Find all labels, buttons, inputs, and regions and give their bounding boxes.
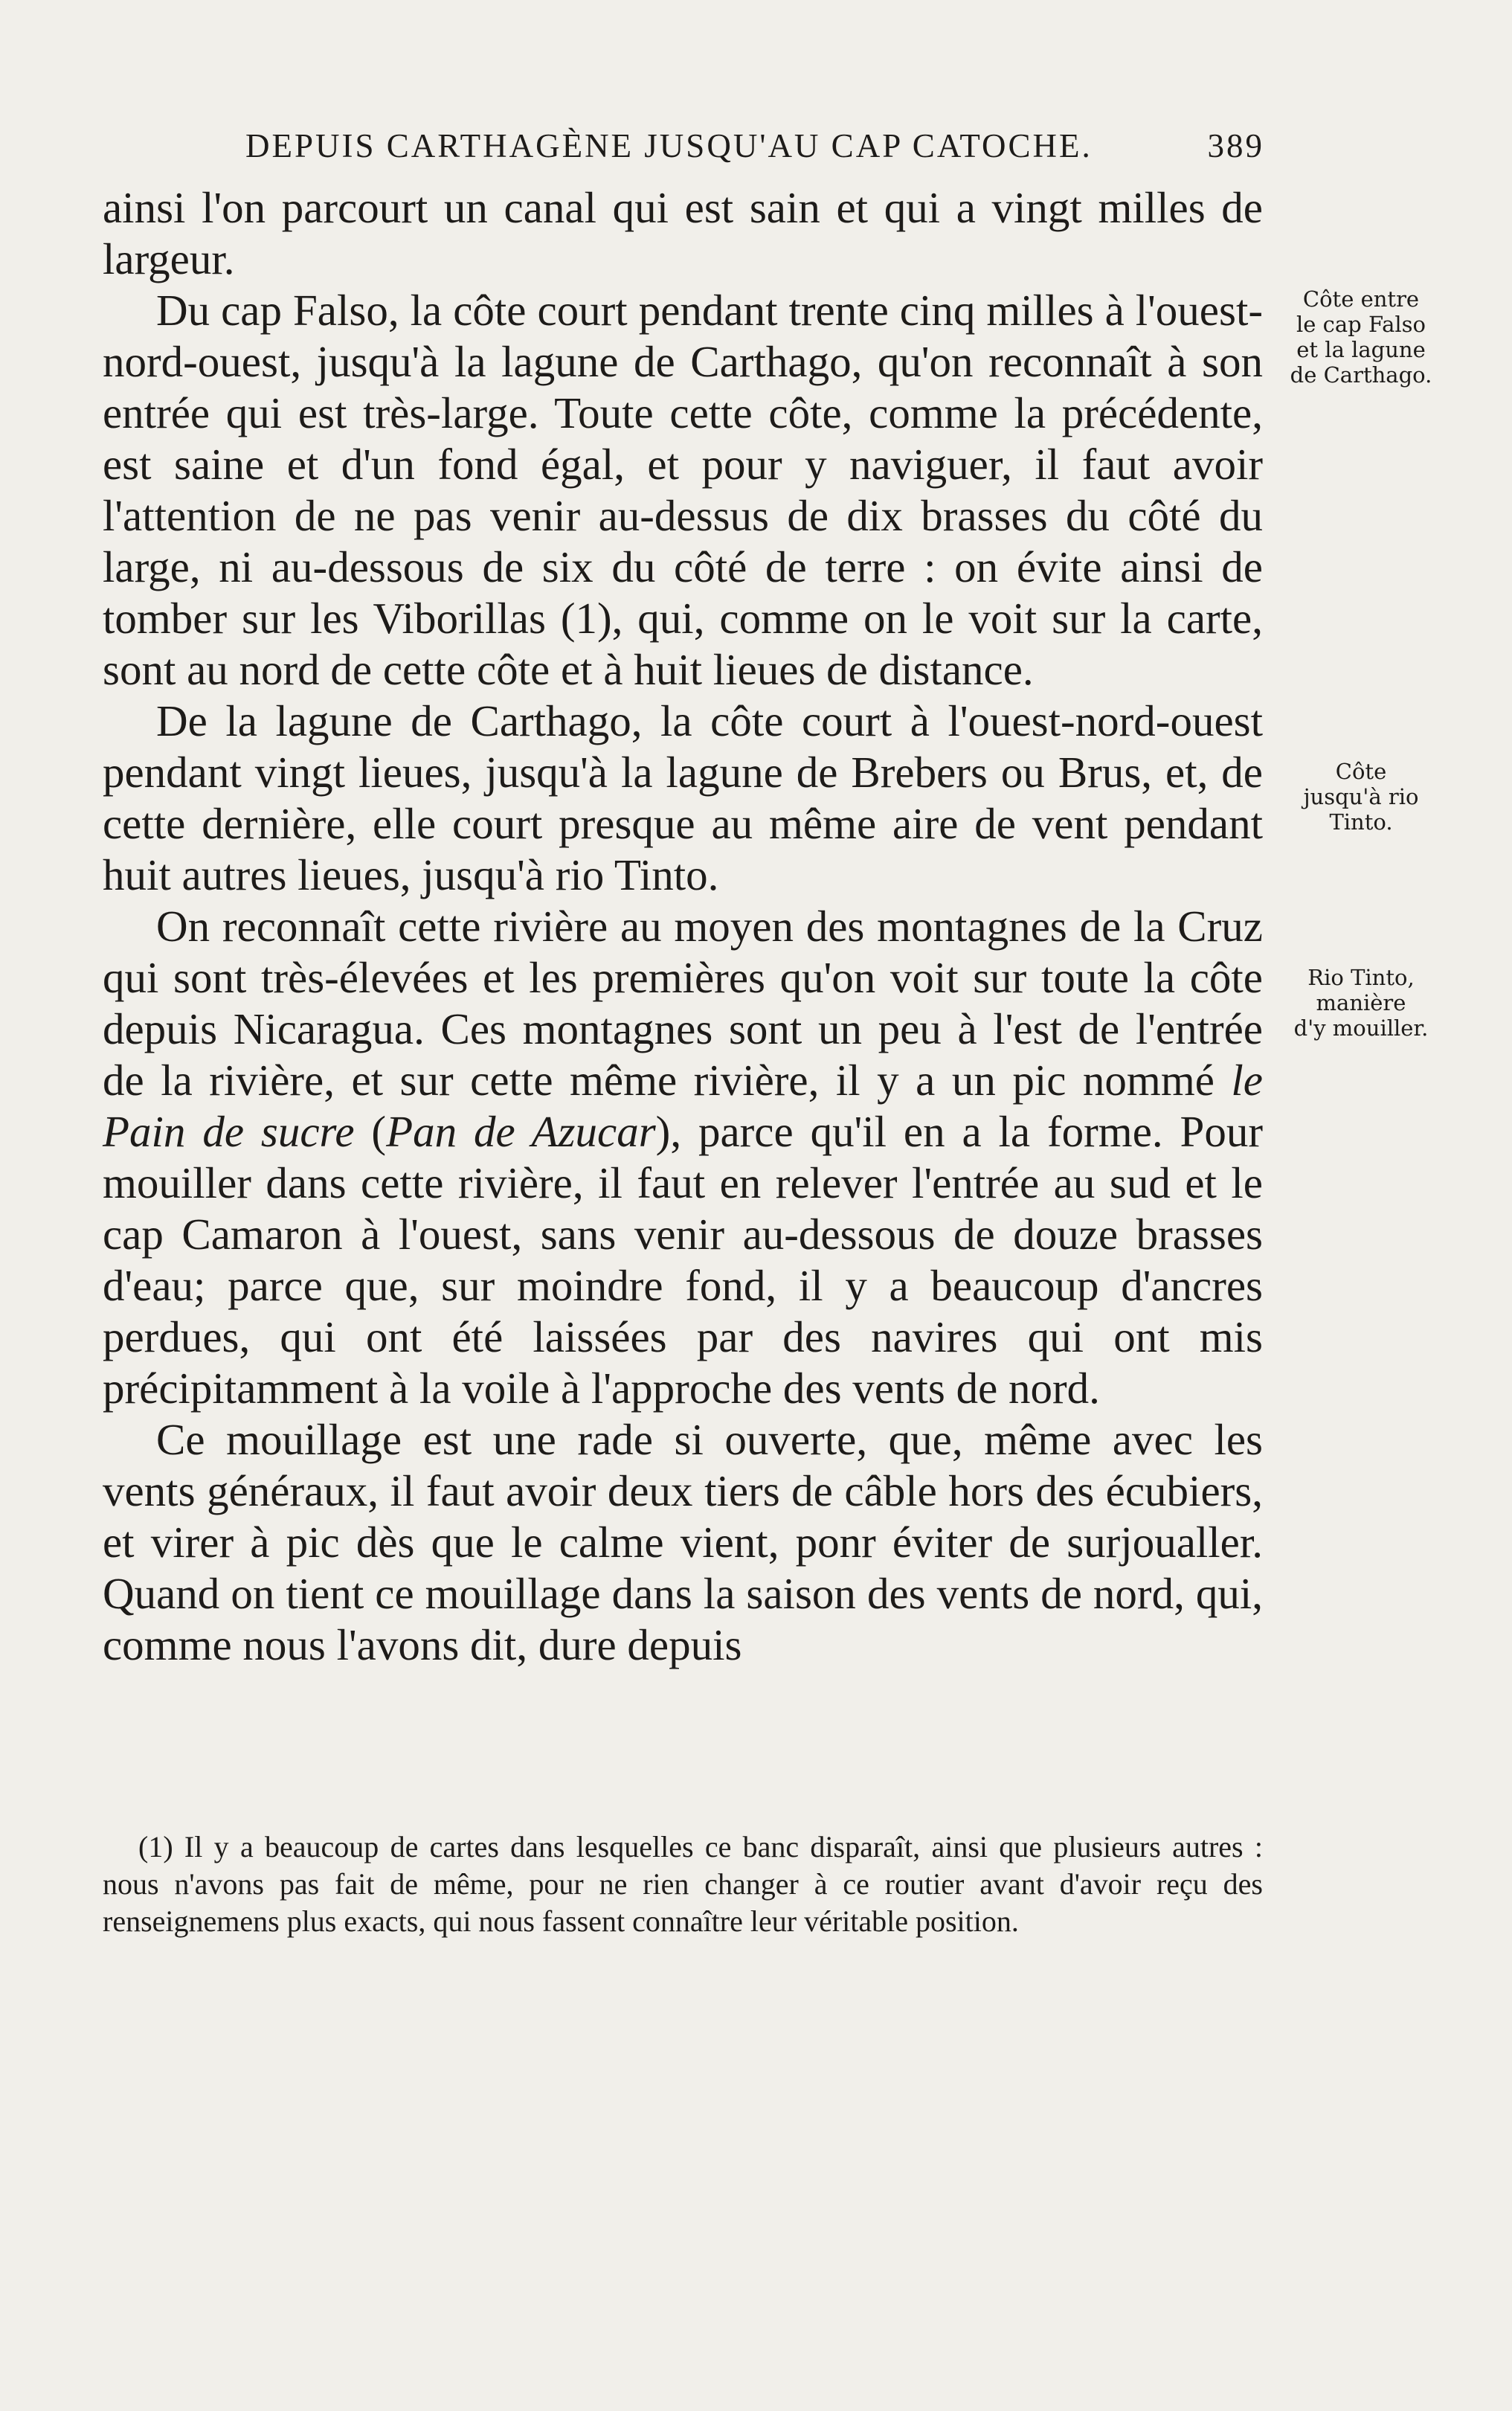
margin-note-cote-entre: Côte entre le cap Falso et la lagune de Carthago. [1290,286,1432,388]
margin-note-cote-rio-tinto: Côte jusqu'à rio Tinto. [1303,759,1419,835]
paragraph-4-part-c: ), parce qu'il en a la forme. Pour mouiller dans cette rivière, il faut en relever l'entrée au sud et le cap Camaron à l'ouest, sans venir au-dessous de douze brasses d'eau; parce que, sur moindre fond, il y a beaucoup d'ancres perdues, qui ont été laissées par des navires qui ont mis précipitamment à la voile à l'approche des vents de nord. [103,1107,1263,1413]
paragraph-5: Ce mouillage est une rade si ouverte, que, même avec les vents généraux, il faut avoir deux tiers de câble hors des écubiers, et virer à pic dès que le calme vient, ponr éviter de surjoualler. Quand on tient ce mouillage dans la saison des vents de nord, qui, comme nous l'avons dit, dure depuis [103,1415,1263,1669]
margin-note-rio-tinto: Rio Tinto, manière d'y mouiller. [1293,965,1429,1041]
page-number: 389 [1207,127,1264,164]
footnote: (1) Il y a beaucoup de cartes dans lesquelles ce banc disparaît, ainsi que plusieurs autres : nous n'avons pas fait de même, pour ne rien changer à ce routier avant d'avoir reçu des renseignemens plus exacts, qui nous fassent connaître leur véritable position. [103,1830,1263,1938]
running-head [245,126,1264,165]
paragraph-2: Du cap Falso, la côte court pendant trente cinq milles à l'ouest-nord-ouest, jusqu'à la lagune de Carthago, qu'on reconnaît à son entrée qui est très-large. Toute cette côte, comme la précédente, est saine et d'un fond égal, et pour y naviguer, il faut avoir l'attention de ne pas venir au-dessus de dix brasses du côté du large, ni au-dessous de six du côté de terre : on évite ainsi de tomber sur les Viborillas (1), qui, comme on le voit sur la carte, sont au nord de cette côte et à huit lieues de distance. [103,286,1263,694]
paragraph-4 [103,901,1263,1414]
paragraph-4-part-b: ( [354,1107,387,1156]
paragraph-4-part-a: On reconnaît cette rivière au moyen des montagnes de la Cruz qui sont très-élevées et les premières qu'on voit sur toute la côte depuis Nicaragua. Ces montagnes sont un peu à l'est de l'entrée de la rivière, et sur cette même rivière, il y a un pic nommé [103,902,1263,1105]
italic-pan-de-azucar: Pan de Azucar [386,1107,656,1156]
italic-pain-de-sucre: le Pain de sucre [103,1056,1263,1156]
paragraph-1: ainsi l'on parcourt un canal qui est sain et qui a vingt milles de largeur. [103,183,1263,283]
paragraph-3: De la lagune de Carthago, la côte court à l'ouest-nord-ouest pendant vingt lieues, jusqu'à la lagune de Brebers ou Brus, et, de cette dernière, elle court presque au même aire de vent pendant huit autres lieues, jusqu'à rio Tinto. [103,696,1263,899]
main-text [103,182,1263,1671]
running-title: DEPUIS CARTHAGÈNE JUSQU'AU CAP CATOCHE. [245,127,1093,164]
